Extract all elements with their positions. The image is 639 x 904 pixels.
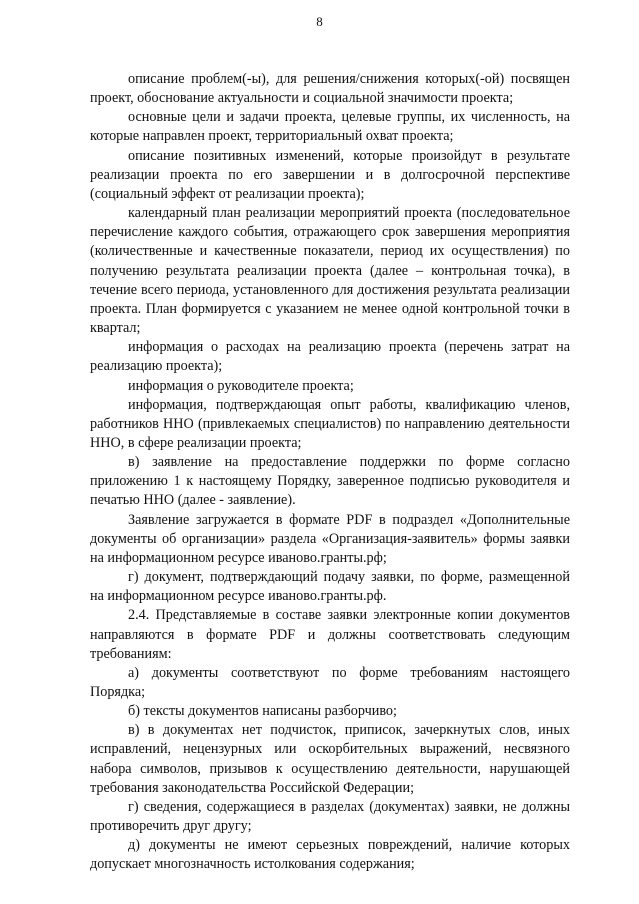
paragraph-positive-changes: описание позитивных изменений, которые произойдут в результате реализации проекта по его завершении и в долгосрочной перспективе (социальный эффект от реализации проекта); <box>90 147 570 202</box>
paragraph-req-d: д) документы не имеют серьезных повреждений, наличие которых допускает многозначность истолкования содержания; <box>90 837 570 873</box>
paragraph-expenses: информация о расходах на реализацию проекта (перечень затрат на реализацию проекта); <box>90 339 570 375</box>
page-number: 8 <box>316 14 323 29</box>
paragraph-section-2-4: 2.4. Представляемые в составе заявки электронные копии документов направляются в формате PDF и должны соответствовать следующим требованиям: <box>90 607 570 662</box>
paragraph-req-b: б) тексты документов написаны разборчиво; <box>128 703 397 720</box>
paragraph-goals-and-tasks: основные цели и задачи проекта, целевые группы, их численность, на которые направлен проект, территориальный охват проекта; <box>90 109 570 145</box>
paragraph-calendar-plan: календарный план реализации мероприятий проекта (последовательное перечисление каждого события, отражающего срок завершения мероприятия (количественные и качественные показатели, период их осуществления) по получению результата реализации проекта (далее – контрольная точка), в течение всего периода, установленного для достижения результата реализации проекта. План формируется с указанием не менее одной контрольной точки в квартал; <box>90 205 570 337</box>
paragraph-experience: информация, подтверждающая опыт работы, квалификацию членов, работников ННО (привлекаемых специалистов) по направлению деятельности ННО, в сфере реализации проекта; <box>90 396 570 451</box>
paragraph-req-a: а) документы соответствуют по форме требованиям настоящего Порядка; <box>90 664 570 700</box>
paragraph-item-v-application: в) заявление на предоставление поддержки по форме согласно приложению 1 к настоящему Порядку, заверенное подписью руководителя и печатью ННО (далее - заявление). <box>90 454 570 509</box>
paragraph-req-g: г) сведения, содержащиеся в разделах (документах) заявки, не должны противоречить друг другу; <box>90 798 570 835</box>
paragraph-item-g-document: г) документ, подтверждающий подачу заявки, по форме, размещенной на информационном ресурсе иваново.гранты.рф. <box>90 569 570 605</box>
paragraph-project-leader: информация о руководителе проекта; <box>128 377 354 394</box>
paragraph-application-upload: Заявление загружается в формате PDF в подраздел «Дополнительные документы об организации» раздела «Организация-заявитель» формы заявки на информационном ресурсе иваново.гранты.рф; <box>90 511 570 566</box>
document-body <box>90 70 570 875</box>
paragraph-req-v: в) в документах нет подчисток, приписок, зачеркнутых слов, иных исправлений, нецензурных или оскорбительных выражений, несвязного набора символов, призывов к осуществлению деятельности, нарушающей требования законодательства Российской Федерации; <box>90 722 570 796</box>
paragraph-problem-description: описание проблем(-ы), для решения/снижения которых(-ой) посвящен проект, обоснование актуальности и социальной значимости проекта; <box>90 71 570 107</box>
